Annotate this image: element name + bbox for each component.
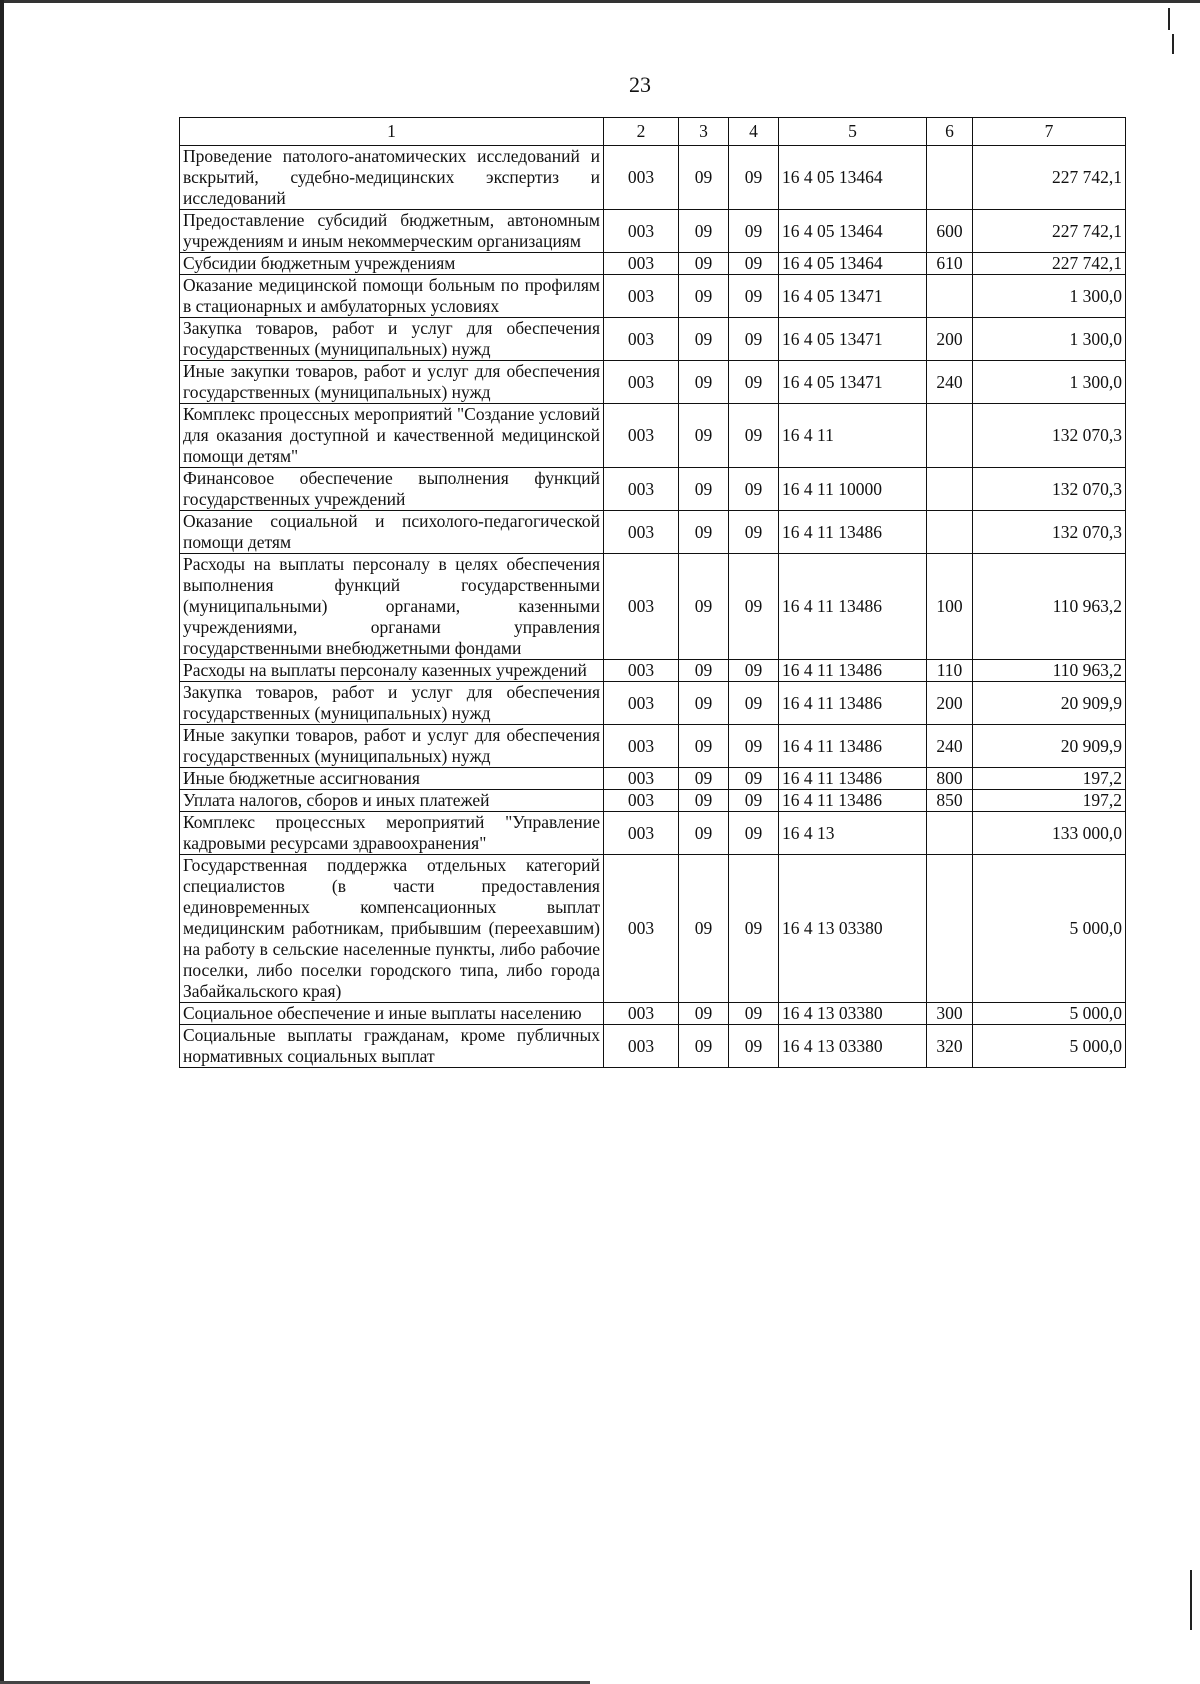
header-col-3: 3 <box>679 118 729 146</box>
row-name: Иные бюджетные ассигнования <box>180 768 604 790</box>
row-subsection-code: 09 <box>729 1003 779 1025</box>
row-name: Комплекс процессных мероприятий "Создание условий для оказания доступной и качественной медицинской помощи детям" <box>180 404 604 468</box>
row-name: Государственная поддержка отдельных категорий специалистов (в части предоставления единовременных компенсационных выплат медицинским работникам, прибывшим (переехавшим) на работу в сельские населенные пункты, либо рабочие поселки, либо поселки городского типа, либо города Забайкальского края) <box>180 855 604 1003</box>
row-section-code: 09 <box>679 404 729 468</box>
table-row <box>180 318 1126 361</box>
row-grbs-code: 003 <box>604 790 679 812</box>
row-amount: 132 070,3 <box>973 404 1126 468</box>
table-row <box>180 660 1126 682</box>
table-row <box>180 275 1126 318</box>
row-target-article: 16 4 13 03380 <box>779 855 927 1003</box>
row-target-article: 16 4 11 13486 <box>779 682 927 725</box>
row-name: Комплекс процессных мероприятий "Управление кадровыми ресурсами здравоохранения" <box>180 812 604 855</box>
row-grbs-code: 003 <box>604 404 679 468</box>
header-col-1: 1 <box>180 118 604 146</box>
row-section-code: 09 <box>679 210 729 253</box>
row-grbs-code: 003 <box>604 855 679 1003</box>
row-grbs-code: 003 <box>604 682 679 725</box>
row-target-article: 16 4 05 13471 <box>779 275 927 318</box>
row-subsection-code: 09 <box>729 511 779 554</box>
row-amount: 110 963,2 <box>973 660 1126 682</box>
row-section-code: 09 <box>679 768 729 790</box>
scan-edge-mark <box>1168 8 1170 30</box>
row-grbs-code: 003 <box>604 318 679 361</box>
row-name: Уплата налогов, сборов и иных платежей <box>180 790 604 812</box>
row-expense-type <box>927 146 973 210</box>
row-target-article: 16 4 13 03380 <box>779 1025 927 1068</box>
row-amount: 1 300,0 <box>973 318 1126 361</box>
header-col-6: 6 <box>927 118 973 146</box>
row-subsection-code: 09 <box>729 318 779 361</box>
table-row <box>180 361 1126 404</box>
row-amount: 5 000,0 <box>973 855 1126 1003</box>
header-row <box>180 118 1126 146</box>
table-row <box>180 468 1126 511</box>
row-grbs-code: 003 <box>604 768 679 790</box>
row-subsection-code: 09 <box>729 253 779 275</box>
row-target-article: 16 4 11 13486 <box>779 768 927 790</box>
row-subsection-code: 09 <box>729 1025 779 1068</box>
row-target-article: 16 4 11 13486 <box>779 660 927 682</box>
table-row <box>180 511 1126 554</box>
table-row <box>180 1003 1126 1025</box>
row-section-code: 09 <box>679 682 729 725</box>
row-amount: 197,2 <box>973 790 1126 812</box>
row-target-article: 16 4 11 13486 <box>779 790 927 812</box>
row-name: Социальные выплаты гражданам, кроме публичных нормативных социальных выплат <box>180 1025 604 1068</box>
table-row <box>180 554 1126 660</box>
row-subsection-code: 09 <box>729 660 779 682</box>
row-expense-type: 240 <box>927 361 973 404</box>
row-subsection-code: 09 <box>729 812 779 855</box>
row-section-code: 09 <box>679 318 729 361</box>
row-subsection-code: 09 <box>729 855 779 1003</box>
table-row <box>180 146 1126 210</box>
row-expense-type: 240 <box>927 725 973 768</box>
row-name: Субсидии бюджетным учреждениям <box>180 253 604 275</box>
row-name: Закупка товаров, работ и услуг для обеспечения государственных (муниципальных) нужд <box>180 682 604 725</box>
table-row <box>180 768 1126 790</box>
row-grbs-code: 003 <box>604 660 679 682</box>
row-section-code: 09 <box>679 361 729 404</box>
scan-border-top <box>0 0 1200 3</box>
row-name: Расходы на выплаты персоналу в целях обеспечения выполнения функций государственными (муниципальными) органами, казенными учреждениями, органами управления государственными внебюджетными фондами <box>180 554 604 660</box>
row-name: Иные закупки товаров, работ и услуг для обеспечения государственных (муниципальных) нужд <box>180 725 604 768</box>
row-name: Оказание социальной и психолого-педагогической помощи детям <box>180 511 604 554</box>
row-subsection-code: 09 <box>729 790 779 812</box>
row-section-code: 09 <box>679 725 729 768</box>
scan-edge-mark <box>1190 1570 1192 1630</box>
row-target-article: 16 4 11 13486 <box>779 725 927 768</box>
row-amount: 20 909,9 <box>973 682 1126 725</box>
row-section-code: 09 <box>679 146 729 210</box>
row-target-article: 16 4 05 13464 <box>779 210 927 253</box>
scan-border-left <box>0 0 4 1684</box>
row-name: Предоставление субсидий бюджетным, автономным учреждениям и иным некоммерческим организациям <box>180 210 604 253</box>
row-grbs-code: 003 <box>604 554 679 660</box>
row-grbs-code: 003 <box>604 275 679 318</box>
row-section-code: 09 <box>679 253 729 275</box>
row-grbs-code: 003 <box>604 146 679 210</box>
row-target-article: 16 4 05 13471 <box>779 318 927 361</box>
row-expense-type <box>927 511 973 554</box>
row-expense-type: 110 <box>927 660 973 682</box>
row-grbs-code: 003 <box>604 253 679 275</box>
row-grbs-code: 003 <box>604 468 679 511</box>
table-row <box>180 725 1126 768</box>
row-grbs-code: 003 <box>604 1025 679 1068</box>
row-expense-type <box>927 855 973 1003</box>
row-expense-type: 610 <box>927 253 973 275</box>
scan-edge-mark <box>1172 34 1174 54</box>
row-name: Оказание медицинской помощи больным по профилям в стационарных и амбулаторных условиях <box>180 275 604 318</box>
row-subsection-code: 09 <box>729 682 779 725</box>
row-subsection-code: 09 <box>729 468 779 511</box>
row-amount: 132 070,3 <box>973 468 1126 511</box>
row-grbs-code: 003 <box>604 511 679 554</box>
row-name: Иные закупки товаров, работ и услуг для обеспечения государственных (муниципальных) нужд <box>180 361 604 404</box>
row-target-article: 16 4 05 13471 <box>779 361 927 404</box>
row-amount: 1 300,0 <box>973 361 1126 404</box>
row-section-code: 09 <box>679 511 729 554</box>
row-amount: 110 963,2 <box>973 554 1126 660</box>
table-row <box>180 812 1126 855</box>
row-expense-type <box>927 812 973 855</box>
row-amount: 5 000,0 <box>973 1003 1126 1025</box>
row-grbs-code: 003 <box>604 210 679 253</box>
row-target-article: 16 4 05 13464 <box>779 146 927 210</box>
row-amount: 227 742,1 <box>973 253 1126 275</box>
row-section-code: 09 <box>679 812 729 855</box>
row-expense-type <box>927 404 973 468</box>
header-col-2: 2 <box>604 118 679 146</box>
row-expense-type: 320 <box>927 1025 973 1068</box>
row-amount: 1 300,0 <box>973 275 1126 318</box>
row-name: Проведение патолого-анатомических исследований и вскрытий, судебно-медицинских экспертиз и исследований <box>180 146 604 210</box>
row-expense-type: 100 <box>927 554 973 660</box>
page-number: 23 <box>629 72 651 97</box>
row-expense-type: 200 <box>927 318 973 361</box>
row-target-article: 16 4 05 13464 <box>779 253 927 275</box>
row-amount: 5 000,0 <box>973 1025 1126 1068</box>
table-row <box>180 790 1126 812</box>
row-subsection-code: 09 <box>729 554 779 660</box>
row-amount: 133 000,0 <box>973 812 1126 855</box>
table-row <box>180 855 1126 1003</box>
row-section-code: 09 <box>679 1003 729 1025</box>
row-subsection-code: 09 <box>729 210 779 253</box>
budget-table <box>179 117 1126 1068</box>
row-target-article: 16 4 11 10000 <box>779 468 927 511</box>
row-grbs-code: 003 <box>604 812 679 855</box>
row-section-code: 09 <box>679 468 729 511</box>
row-expense-type <box>927 468 973 511</box>
row-expense-type <box>927 275 973 318</box>
row-expense-type: 300 <box>927 1003 973 1025</box>
row-amount: 20 909,9 <box>973 725 1126 768</box>
header-col-5: 5 <box>779 118 927 146</box>
table-row <box>180 253 1126 275</box>
row-name: Закупка товаров, работ и услуг для обеспечения государственных (муниципальных) нужд <box>180 318 604 361</box>
table-row <box>180 1025 1126 1068</box>
table-row <box>180 404 1126 468</box>
row-section-code: 09 <box>679 275 729 318</box>
header-col-4: 4 <box>729 118 779 146</box>
row-expense-type: 600 <box>927 210 973 253</box>
row-target-article: 16 4 11 13486 <box>779 511 927 554</box>
row-subsection-code: 09 <box>729 275 779 318</box>
row-section-code: 09 <box>679 1025 729 1068</box>
row-expense-type: 850 <box>927 790 973 812</box>
table-row <box>180 210 1126 253</box>
row-target-article: 16 4 11 13486 <box>779 554 927 660</box>
row-name: Социальное обеспечение и иные выплаты населению <box>180 1003 604 1025</box>
table-row <box>180 682 1126 725</box>
row-section-code: 09 <box>679 790 729 812</box>
row-expense-type: 800 <box>927 768 973 790</box>
header-col-7: 7 <box>973 118 1126 146</box>
row-grbs-code: 003 <box>604 1003 679 1025</box>
row-subsection-code: 09 <box>729 404 779 468</box>
row-expense-type: 200 <box>927 682 973 725</box>
row-amount: 197,2 <box>973 768 1126 790</box>
row-subsection-code: 09 <box>729 725 779 768</box>
row-grbs-code: 003 <box>604 725 679 768</box>
row-amount: 227 742,1 <box>973 210 1126 253</box>
row-subsection-code: 09 <box>729 146 779 210</box>
row-amount: 132 070,3 <box>973 511 1126 554</box>
row-section-code: 09 <box>679 554 729 660</box>
row-amount: 227 742,1 <box>973 146 1126 210</box>
row-subsection-code: 09 <box>729 768 779 790</box>
row-target-article: 16 4 11 <box>779 404 927 468</box>
row-target-article: 16 4 13 03380 <box>779 1003 927 1025</box>
row-name: Финансовое обеспечение выполнения функций государственных учреждений <box>180 468 604 511</box>
row-grbs-code: 003 <box>604 361 679 404</box>
row-name: Расходы на выплаты персоналу казенных учреждений <box>180 660 604 682</box>
row-section-code: 09 <box>679 855 729 1003</box>
row-target-article: 16 4 13 <box>779 812 927 855</box>
row-section-code: 09 <box>679 660 729 682</box>
row-subsection-code: 09 <box>729 361 779 404</box>
